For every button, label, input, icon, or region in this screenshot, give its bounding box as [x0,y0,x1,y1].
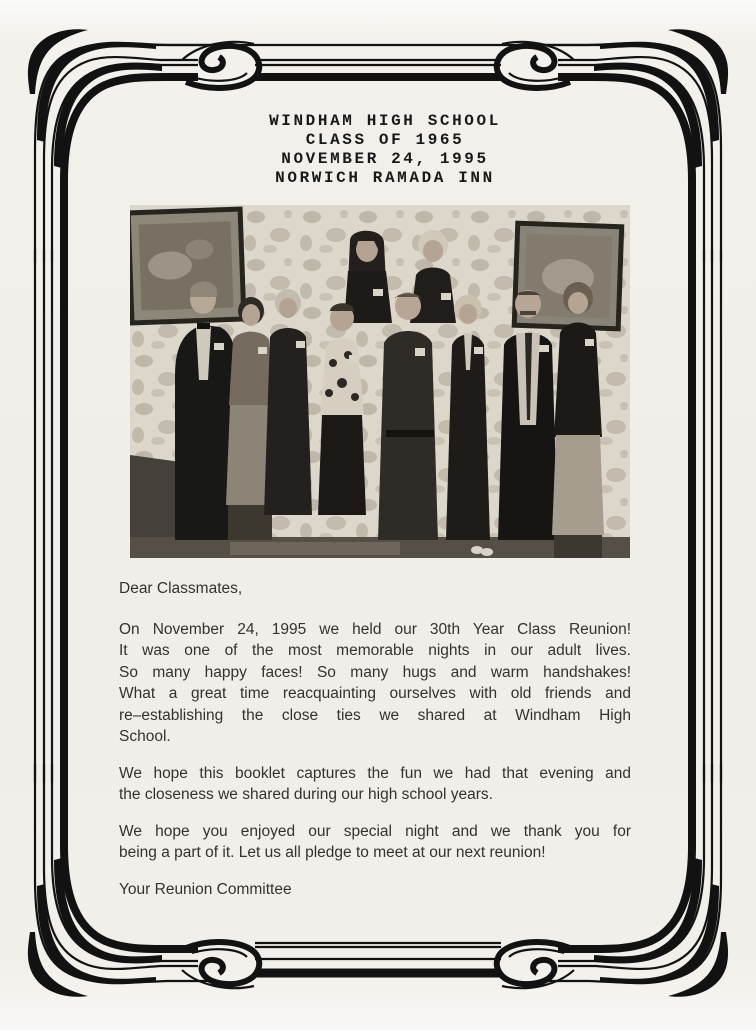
title-line: WINDHAM HIGH SCHOOL [269,112,501,130]
letter-line: On November 24, 1995 we held our 30th Year Class Reunion! [119,620,631,638]
letter-body [119,578,631,915]
letter-line: re–establishing the close ties we shared at Windham High [119,706,631,724]
letter-line: It was one of the most memorable nights in our adult lives. [119,642,631,659]
title-line: NOVEMBER 24, 1995 [281,150,489,168]
letter-line: the closeness we shared during our high school years. [119,786,493,803]
letter-paragraph-1 [119,619,631,748]
letter-signoff: Your Reunion Committee [119,880,292,898]
group-photo [130,205,630,558]
letter-line: being a part of it. Let us all pledge to meet at our next reunion! [119,844,546,861]
letter-line: So many happy faces! So many hugs and warm handshakes! [119,663,631,681]
page-title [7,112,756,188]
letter-line: What a great time reacquainting ourselves with old friends and [119,685,631,702]
letter-paragraph-3 [119,821,631,864]
letter-line: We hope you enjoyed our special night and we thank you for [119,822,631,840]
rug [230,542,400,555]
letter-line: School. [119,728,171,745]
letter-line: We hope this booklet captures the fun we had that evening and [119,764,631,782]
title-line: NORWICH RAMADA INN [275,169,495,187]
letter-paragraph-2 [119,763,631,806]
wall-picture-left [130,209,244,323]
title-line: CLASS OF 1965 [305,131,465,149]
letter-salutation: Dear Classmates, [119,580,243,597]
